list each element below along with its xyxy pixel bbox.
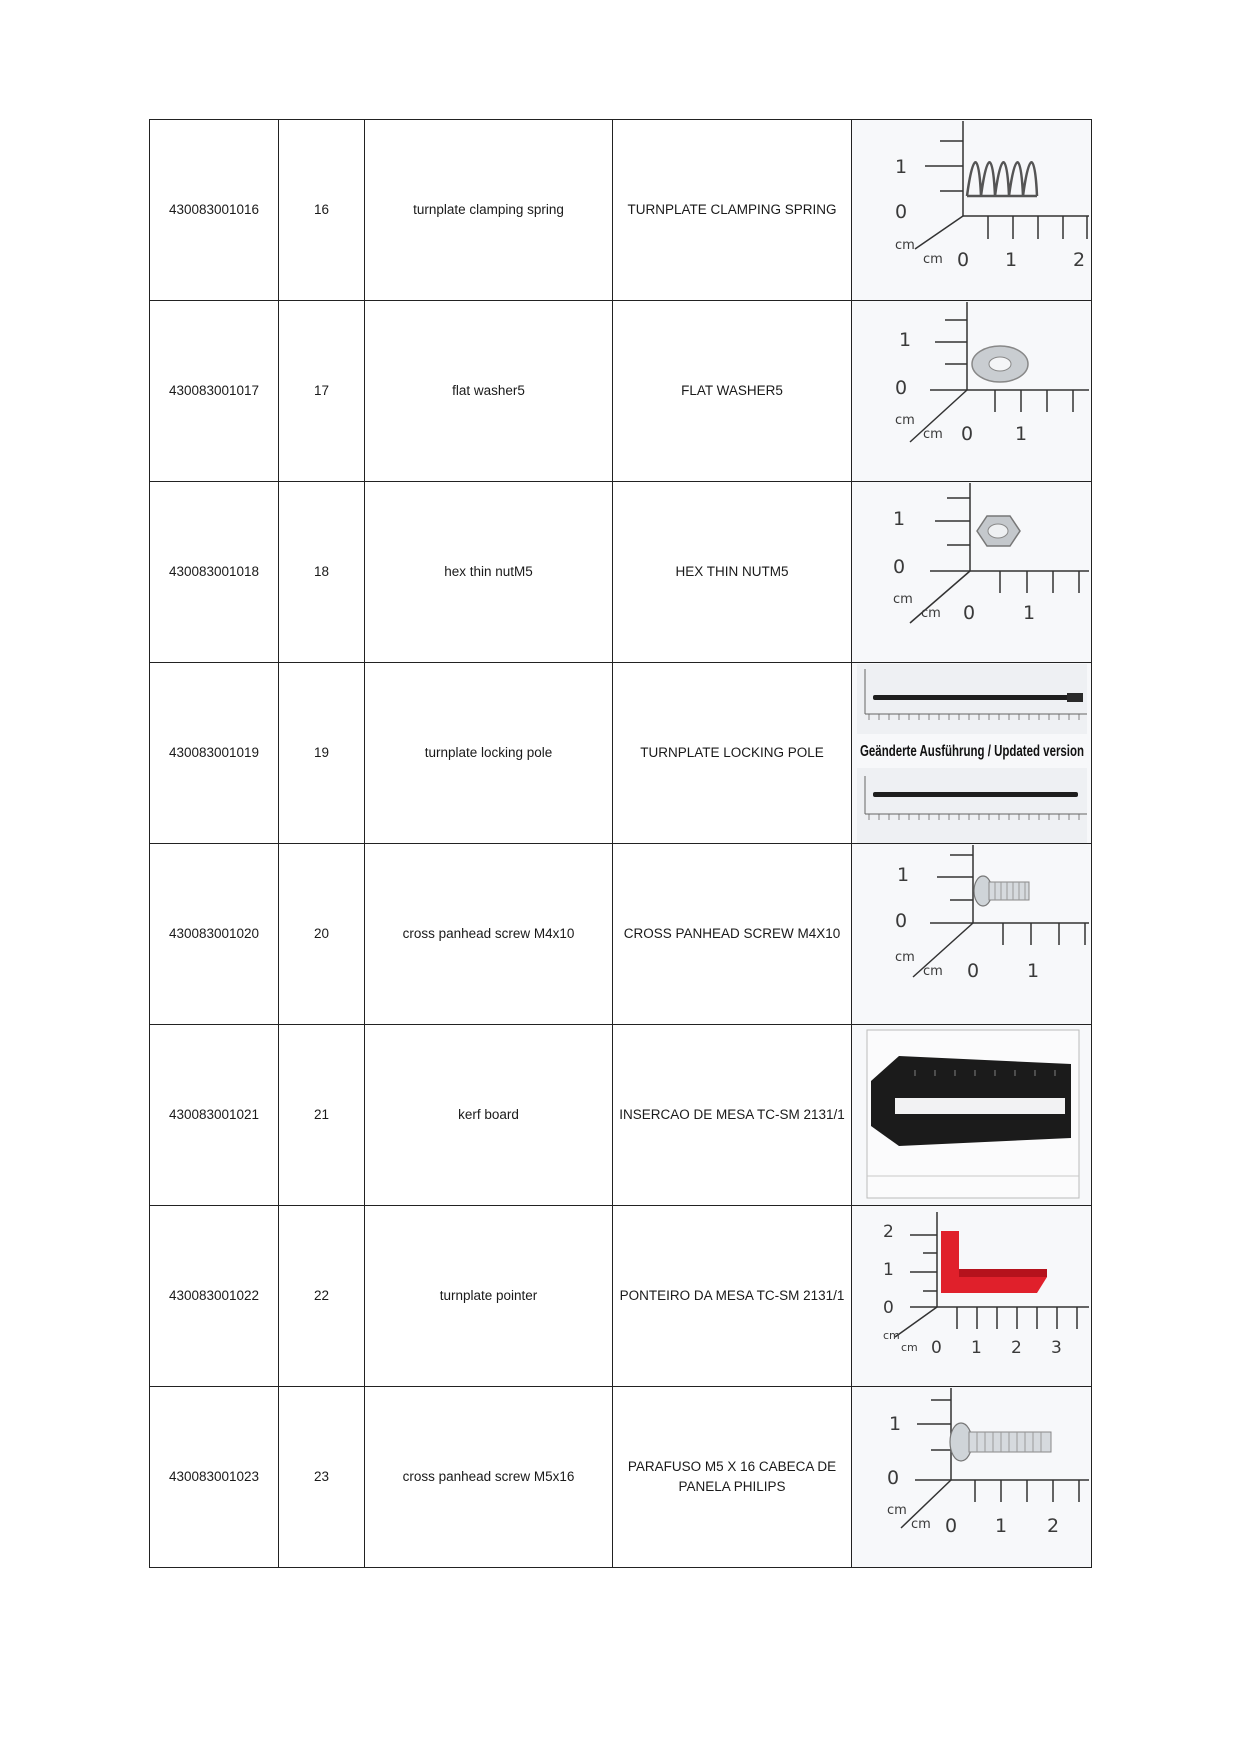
part-code: 430083001023 bbox=[150, 1387, 279, 1568]
table-row bbox=[150, 1206, 1092, 1387]
part-name-local: HEX THIN NUTM5 bbox=[613, 482, 852, 663]
pointer-icon bbox=[855, 1207, 1089, 1386]
part-image bbox=[852, 844, 1092, 1025]
scale-label: 0 bbox=[882, 1297, 894, 1318]
scale-label: 1 bbox=[898, 328, 911, 351]
scale-label: 1 bbox=[1026, 959, 1039, 982]
scale-label: 1 bbox=[970, 1337, 982, 1358]
table-row bbox=[150, 482, 1092, 663]
position-number: 20 bbox=[279, 844, 365, 1025]
part-name-en: cross panhead screw M4x10 bbox=[365, 844, 613, 1025]
scale-label: 1 bbox=[892, 507, 905, 530]
screw-icon bbox=[855, 845, 1089, 1024]
scale-label: 0 bbox=[886, 1466, 899, 1489]
scale-label: 2 bbox=[1046, 1514, 1059, 1537]
scale-label: 2 bbox=[1072, 248, 1085, 271]
part-name-local: TURNPLATE CLAMPING SPRING bbox=[613, 120, 852, 301]
part-image bbox=[852, 1387, 1092, 1568]
kerf-board-icon bbox=[855, 1026, 1089, 1205]
part-name-en: turnplate locking pole bbox=[365, 663, 613, 844]
part-image bbox=[852, 1206, 1092, 1387]
part-name-en: kerf board bbox=[365, 1025, 613, 1206]
scale-label: 0 bbox=[944, 1514, 957, 1537]
scale-label: 0 bbox=[966, 959, 979, 982]
hex-nut-icon bbox=[855, 483, 1089, 662]
scale-unit: cm bbox=[900, 1340, 918, 1354]
part-image bbox=[852, 1025, 1092, 1206]
part-code: 430083001017 bbox=[150, 301, 279, 482]
part-name-local: TURNPLATE LOCKING POLE bbox=[613, 663, 852, 844]
scale-label: 0 bbox=[962, 601, 975, 624]
table-row bbox=[150, 120, 1092, 301]
scale-unit: cm bbox=[892, 591, 913, 607]
part-image bbox=[852, 482, 1092, 663]
part-code: 430083001022 bbox=[150, 1206, 279, 1387]
scale-label: 0 bbox=[930, 1337, 942, 1358]
part-name-en: turnplate clamping spring bbox=[365, 120, 613, 301]
part-name-local: FLAT WASHER5 bbox=[613, 301, 852, 482]
scale-unit: cm bbox=[894, 237, 915, 253]
part-image bbox=[852, 120, 1092, 301]
scale-unit: cm bbox=[886, 1502, 907, 1518]
scale-label: 3 bbox=[1050, 1337, 1062, 1358]
scale-label: 0 bbox=[894, 200, 907, 223]
position-number: 19 bbox=[279, 663, 365, 844]
scale-label: 0 bbox=[892, 555, 905, 578]
scale-label: 1 bbox=[1014, 422, 1027, 445]
parts-table bbox=[149, 119, 1092, 1568]
scale-label: 1 bbox=[994, 1514, 1007, 1537]
spring-icon bbox=[855, 121, 1089, 300]
part-name-en: hex thin nutM5 bbox=[365, 482, 613, 663]
part-code: 430083001019 bbox=[150, 663, 279, 844]
updated-version-caption: Geänderte Ausführung / Updated version bbox=[859, 742, 1084, 760]
part-code: 430083001018 bbox=[150, 482, 279, 663]
part-name-local: INSERCAO DE MESA TC-SM 2131/1 bbox=[613, 1025, 852, 1206]
scale-label: 0 bbox=[956, 248, 969, 271]
position-number: 21 bbox=[279, 1025, 365, 1206]
scale-unit: cm bbox=[922, 426, 943, 442]
scale-label: 2 bbox=[1010, 1337, 1022, 1358]
part-name-en: flat washer5 bbox=[365, 301, 613, 482]
washer-icon bbox=[855, 302, 1089, 481]
scale-unit: cm bbox=[882, 1328, 900, 1342]
part-name-en: turnplate pointer bbox=[365, 1206, 613, 1387]
table-row bbox=[150, 844, 1092, 1025]
table-row bbox=[150, 1387, 1092, 1568]
scale-label: 1 bbox=[882, 1259, 894, 1280]
scale-unit: cm bbox=[910, 1516, 931, 1532]
scale-label: 1 bbox=[888, 1412, 901, 1435]
table-row bbox=[150, 663, 1092, 844]
scale-label: 1 bbox=[894, 155, 907, 178]
part-name-local: PARAFUSO M5 X 16 CABECA DE PANELA PHILIPS bbox=[613, 1387, 852, 1568]
scale-label: 0 bbox=[960, 422, 973, 445]
part-code: 430083001020 bbox=[150, 844, 279, 1025]
scale-unit: cm bbox=[922, 963, 943, 979]
part-code: 430083001016 bbox=[150, 120, 279, 301]
scale-label: 1 bbox=[896, 863, 909, 886]
table-row bbox=[150, 301, 1092, 482]
position-number: 17 bbox=[279, 301, 365, 482]
locking-pole-icon bbox=[855, 664, 1089, 843]
scale-label: 1 bbox=[1004, 248, 1017, 271]
position-number: 18 bbox=[279, 482, 365, 663]
part-name-local: PONTEIRO DA MESA TC-SM 2131/1 bbox=[613, 1206, 852, 1387]
scale-unit: cm bbox=[894, 949, 915, 965]
part-name-local: CROSS PANHEAD SCREW M4X10 bbox=[613, 844, 852, 1025]
scale-unit: cm bbox=[894, 412, 915, 428]
screw-icon bbox=[855, 1388, 1089, 1567]
part-name-en: cross panhead screw M5x16 bbox=[365, 1387, 613, 1568]
scale-unit: cm bbox=[922, 251, 943, 267]
scale-label: 2 bbox=[882, 1221, 894, 1242]
scale-label: 0 bbox=[894, 909, 907, 932]
position-number: 22 bbox=[279, 1206, 365, 1387]
position-number: 16 bbox=[279, 120, 365, 301]
part-image bbox=[852, 663, 1092, 844]
scale-label: 1 bbox=[1022, 601, 1035, 624]
part-code: 430083001021 bbox=[150, 1025, 279, 1206]
scale-unit: cm bbox=[920, 605, 941, 621]
table-row bbox=[150, 1025, 1092, 1206]
scale-label: 0 bbox=[894, 376, 907, 399]
part-image bbox=[852, 301, 1092, 482]
position-number: 23 bbox=[279, 1387, 365, 1568]
